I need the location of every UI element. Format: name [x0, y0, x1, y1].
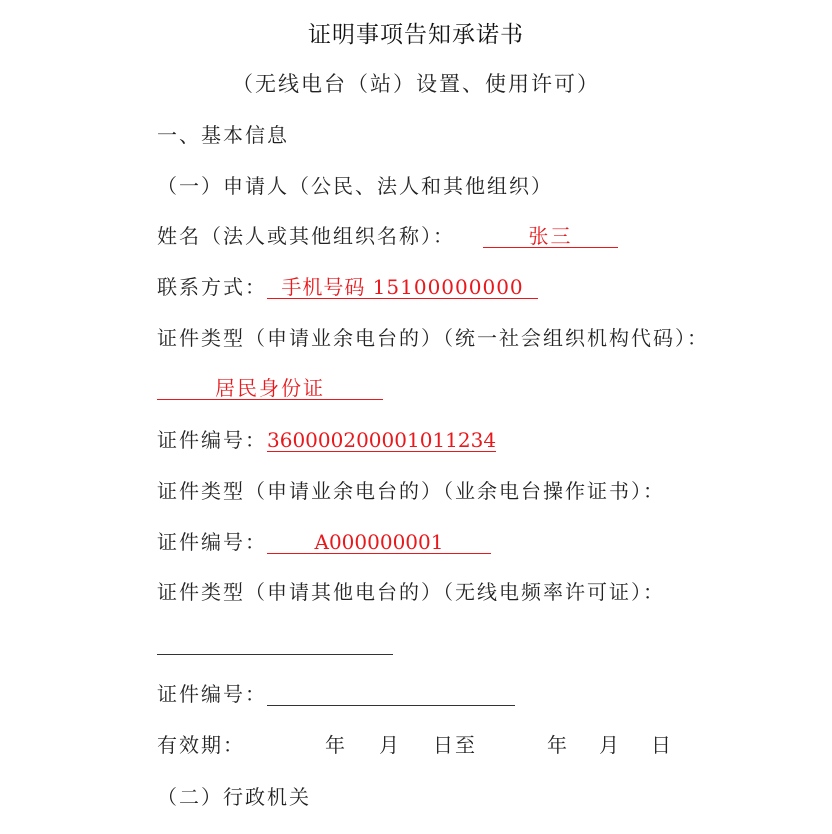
cert-no-row-2 — [157, 528, 491, 556]
validity-day-end: 日 — [651, 733, 673, 757]
cert-no-label: 证件编号： — [157, 428, 267, 452]
cert-no-label: 证件编号： — [157, 530, 267, 554]
validity-month-start: 月 — [379, 733, 401, 757]
validity-label: 有效期： — [157, 733, 245, 757]
validity-row — [157, 731, 673, 759]
name-row — [157, 222, 618, 250]
cert-type-operator-label: 证件类型（申请业余电台的）（业余电台操作证书）： — [157, 479, 665, 503]
cert-no-label: 证件编号： — [157, 682, 267, 706]
cert-no-field-2[interactable]: A000000001 — [267, 531, 491, 554]
document-title: 证明事项告知承诺书 — [308, 22, 524, 48]
cert-type-amateur-label: 证件类型（申请业余电台的）（统一社会组织机构代码）： — [157, 326, 709, 350]
applicant-heading: （一）申请人（公民、法人和其他组织） — [157, 174, 553, 198]
validity-month-end: 月 — [599, 733, 621, 757]
name-field[interactable]: 张三 — [483, 225, 618, 248]
authority-heading: （二）行政机关 — [157, 785, 311, 809]
document-subtitle: （无线电台（站）设置、使用许可） — [232, 72, 600, 96]
cert-no-row-3 — [157, 680, 515, 708]
cert-no-field-1[interactable]: 360000200001011234 — [267, 428, 497, 452]
cert-no-row-1 — [157, 426, 496, 454]
name-label: 姓名（法人或其他组织名称）： — [157, 224, 455, 248]
section-basic-info: 一、基本信息 — [157, 123, 289, 147]
cert-type-other-field[interactable] — [157, 654, 393, 655]
cert-type-amateur-row — [157, 374, 383, 402]
contact-field[interactable]: 手机号码 15100000000 — [267, 276, 538, 299]
cert-no-field-3[interactable] — [267, 683, 515, 706]
validity-day-to: 日至 — [433, 733, 477, 757]
validity-year-start: 年 — [325, 733, 347, 757]
contact-label: 联系方式： — [157, 275, 267, 299]
validity-year-end: 年 — [547, 733, 569, 757]
cert-type-other-label: 证件类型（申请其他电台的）（无线电频率许可证）： — [157, 580, 665, 604]
contact-row — [157, 273, 538, 301]
cert-type-amateur-field[interactable]: 居民身份证 — [157, 377, 383, 400]
